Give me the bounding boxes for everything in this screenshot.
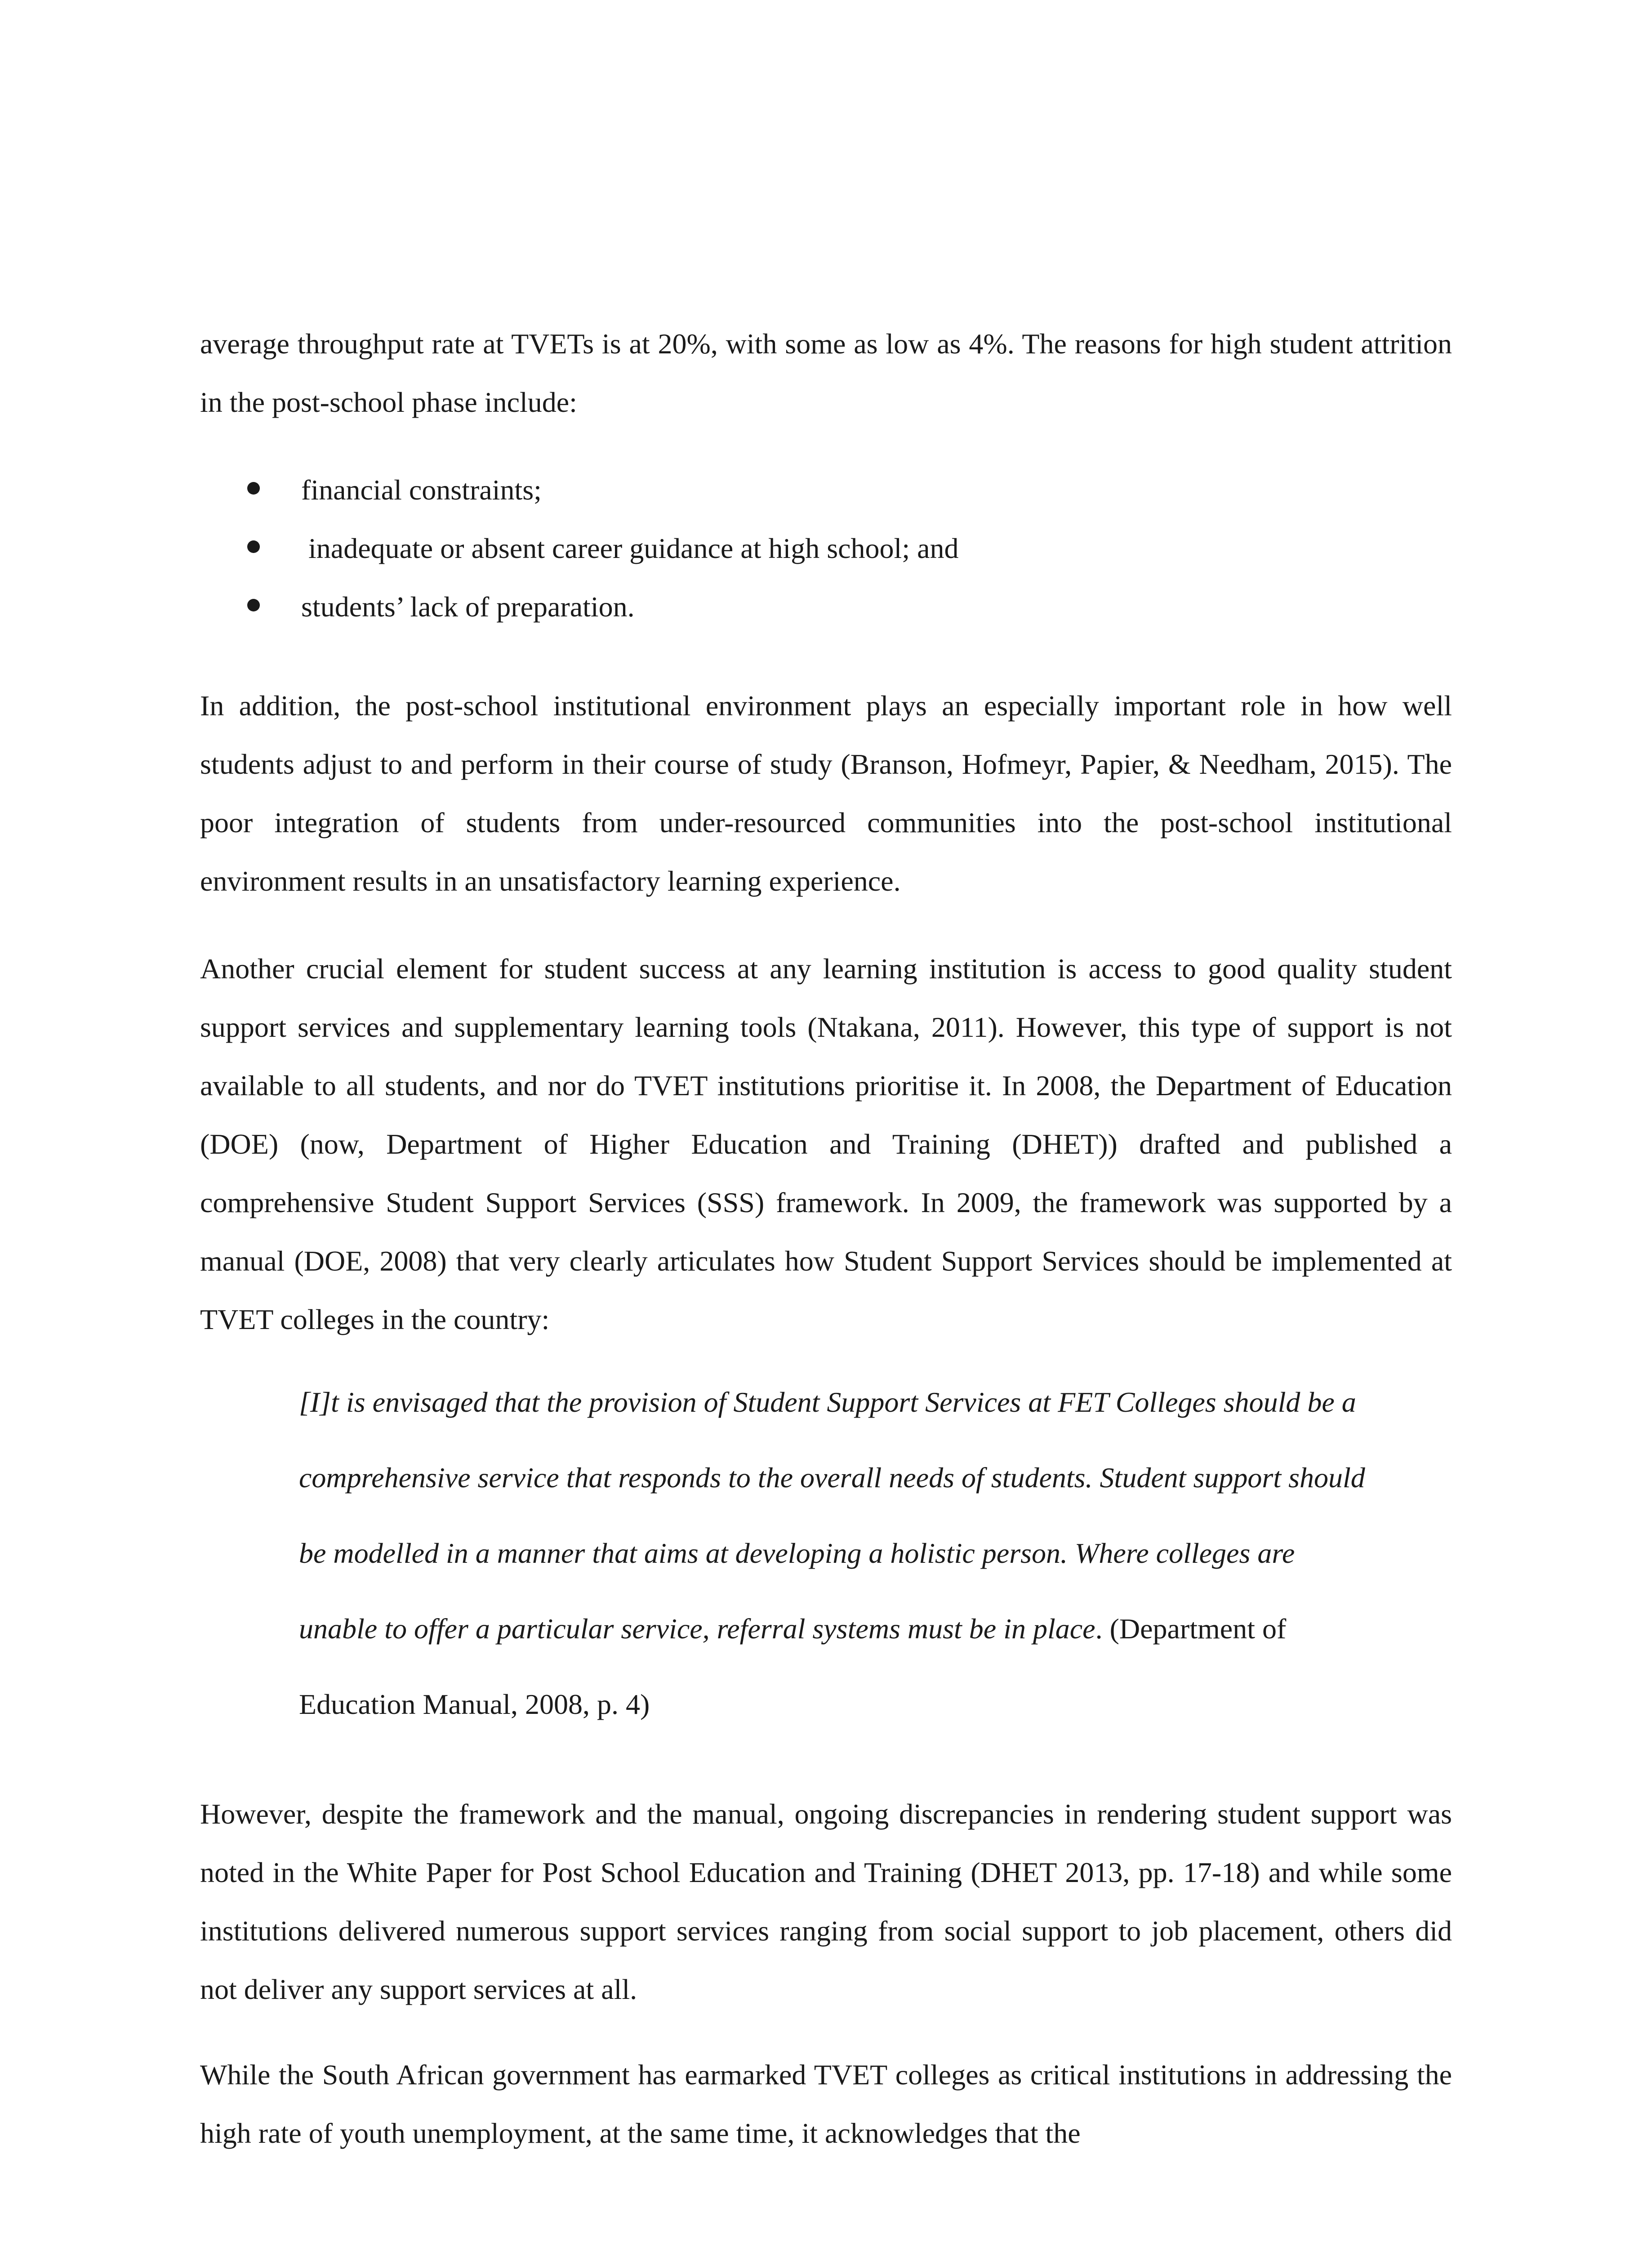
list-item-text: students’ lack of preparation.: [301, 591, 635, 623]
attrition-reasons-list: [247, 461, 1416, 636]
paragraph-throughput: average throughput rate at TVETs is at 20%, with some as low as 4%. The reasons for high student attrition in the post-school phase include:: [200, 328, 1452, 418]
paragraph-institutional-environment: In addition, the post-school institutional environment plays an especially important role in how well students adjust to and perform in their course of study (Branson, Hofmeyr, Papier, & Needham, 2015). The poor integration of students from under-resourced communities into the post-school institutional environment results in an unsatisfactory learning experience.: [200, 690, 1452, 897]
list-item: [247, 461, 1416, 519]
bullet-icon: [247, 540, 260, 553]
block-quote: [299, 1365, 1378, 1742]
paragraph-support-services: Another crucial element for student success at any learning institution is access to good quality student support services and supplementary learning tools (Ntakana, 2011). However, this type of support is not available to all students, and nor do TVET institutions prioritise it. In 2008, the Department of Education (DOE) (now, Department of Higher Education and Training (DHET)) drafted and published a comprehensive Student Support Services (SSS) framework. In 2009, the framework was supported by a manual (DOE, 2008) that very clearly articulates how Student Support Services should be implemented at TVET colleges in the country:: [200, 953, 1452, 1335]
list-item: [247, 578, 1416, 636]
list-item-text: financial constraints;: [301, 474, 542, 506]
paragraph-discrepancies: However, despite the framework and the manual, ongoing discrepancies in rendering student support was noted in the White Paper for Post School Education and Training (DHET 2013, pp. 17-18) and while some institutions delivered numerous support services ranging from social support to job placement, others did not deliver any support services at all.: [200, 1798, 1452, 2005]
list-item: [247, 519, 1416, 578]
quote-citation: . (Department of Education Manual, 2008, p. 4): [299, 1613, 1287, 1720]
quote-text: [I]t is envisaged that the provision of Student Support Services at FET Colleges should be a comprehensive service that responds to the overall needs of students. Student support should be modelled in a manner that aims at developing a holistic person. Where colleges are unable to offer a particular service, referral systems must be in place: [299, 1386, 1365, 1645]
paragraph-government: While the South African government has earmarked TVET colleges as critical institutions in addressing the high rate of youth unemployment, at the same time, it acknowledges that the: [200, 2059, 1452, 2149]
bullet-icon: [247, 599, 260, 611]
list-item-text: inadequate or absent career guidance at high school; and: [301, 532, 959, 564]
bullet-icon: [247, 482, 260, 495]
